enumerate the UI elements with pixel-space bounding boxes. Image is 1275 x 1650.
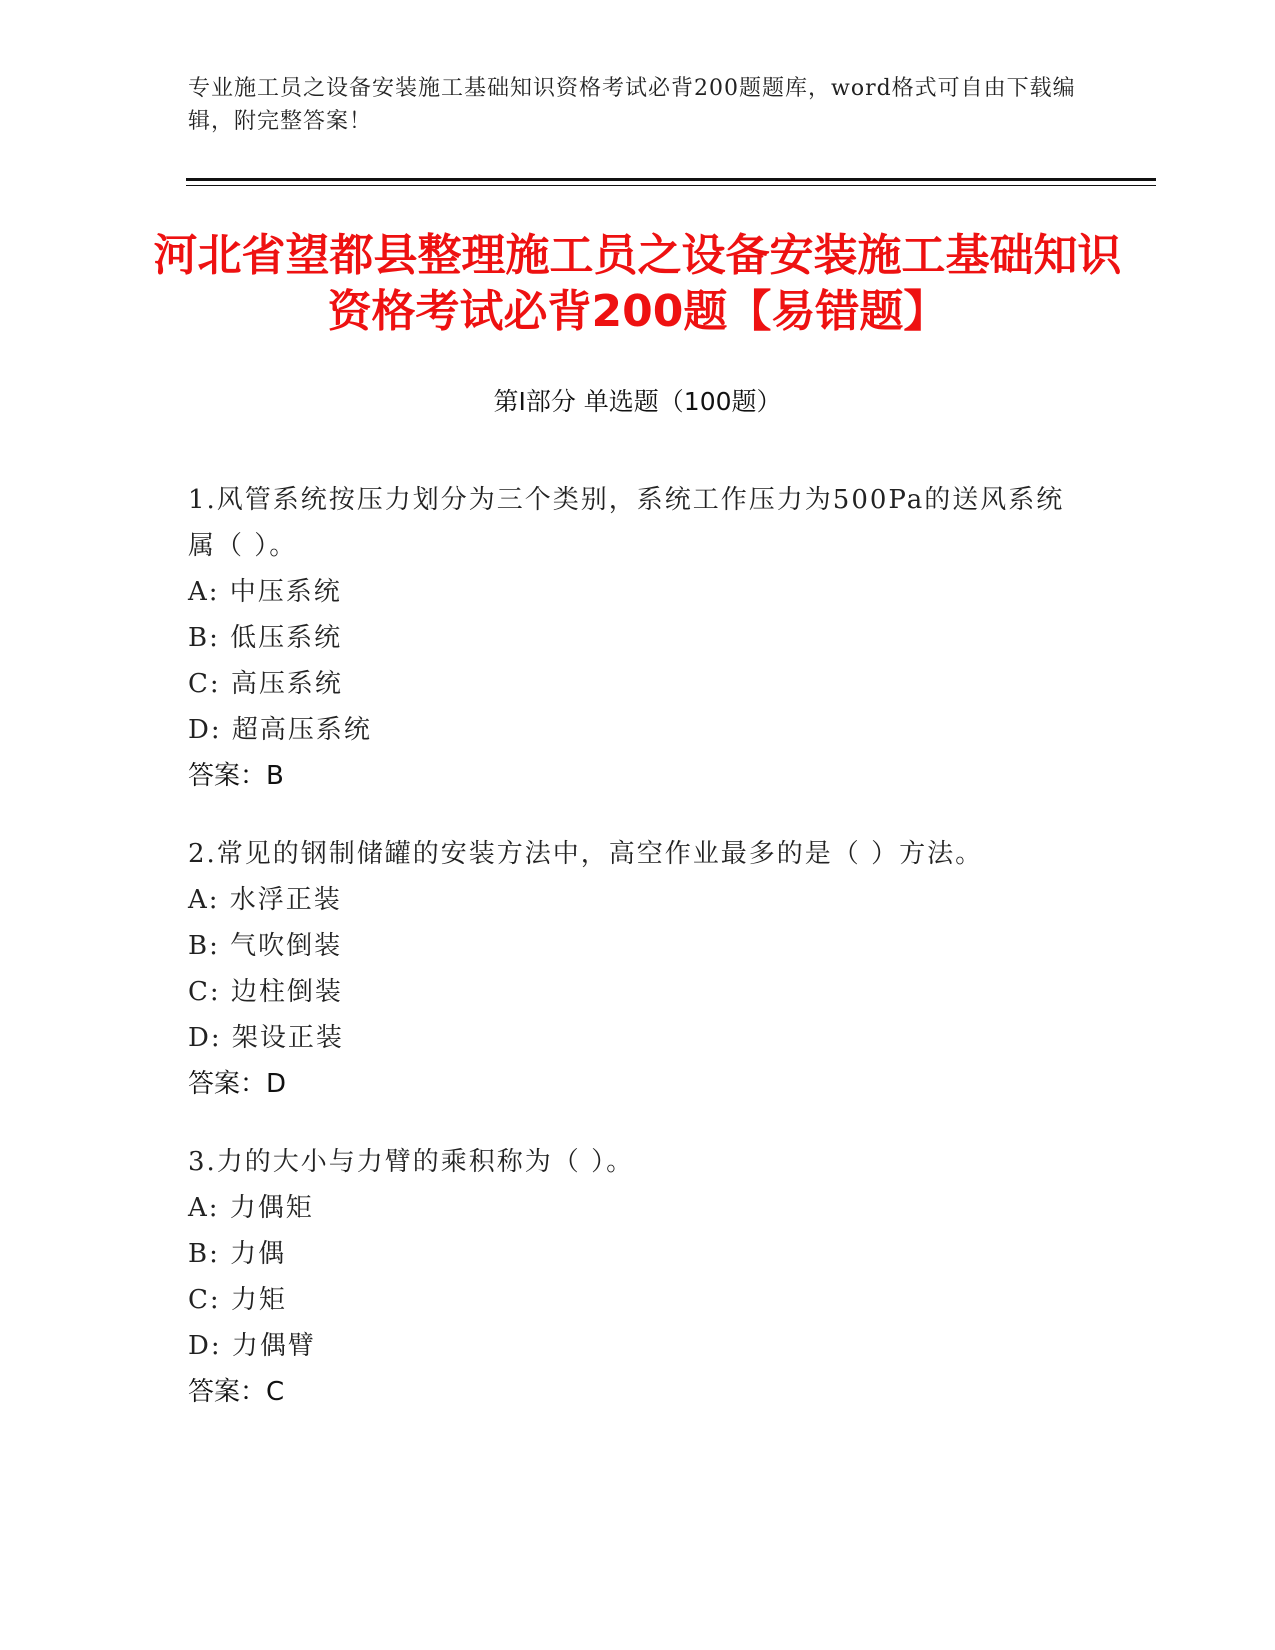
header-divider-thick bbox=[186, 178, 1156, 181]
option-b: B: 力偶 bbox=[188, 1239, 287, 1269]
header-divider-thin bbox=[186, 185, 1156, 186]
answer-line: 答案：B bbox=[188, 761, 284, 791]
option-c: C: 边柱倒装 bbox=[188, 977, 343, 1007]
question-stem: 2.常见的钢制储罐的安装方法中，高空作业最多的是（ ）方法。 bbox=[188, 839, 984, 869]
header-note: 专业施工员之设备安装施工基础知识资格考试必背200题题库，word格式可自由下载编辑，附完整答案！ bbox=[188, 76, 1076, 134]
document-title: 河北省望都县整理施工员之设备安装施工基础知识资格考试必背200题【易错题】 bbox=[153, 230, 1122, 337]
section-heading: 第I部分 单选题（100题） bbox=[493, 387, 782, 416]
question-item bbox=[188, 477, 1088, 799]
option-d: D: 力偶臂 bbox=[188, 1331, 316, 1361]
option-c: C: 力矩 bbox=[188, 1285, 287, 1315]
answer-line: 答案：D bbox=[188, 1069, 287, 1099]
option-d: D: 超高压系统 bbox=[188, 715, 372, 745]
option-a: A: 水浮正装 bbox=[188, 885, 342, 915]
question-stem: 3.力的大小与力臂的乘积称为（ ）。 bbox=[188, 1147, 635, 1177]
answer-line: 答案：C bbox=[188, 1377, 285, 1407]
question-item bbox=[188, 1139, 1088, 1415]
option-a: A: 力偶矩 bbox=[188, 1193, 314, 1223]
option-b: B: 气吹倒装 bbox=[188, 931, 343, 961]
option-c: C: 高压系统 bbox=[188, 669, 343, 699]
option-d: D: 架设正装 bbox=[188, 1023, 344, 1053]
question-stem: 1.风管系统按压力划分为三个类别，系统工作压力为500Pa的送风系统属（ ）。 bbox=[188, 485, 1065, 561]
option-b: B: 低压系统 bbox=[188, 623, 343, 653]
option-a: A: 中压系统 bbox=[188, 577, 342, 607]
question-item bbox=[188, 831, 1088, 1107]
question-list bbox=[188, 477, 1088, 1447]
